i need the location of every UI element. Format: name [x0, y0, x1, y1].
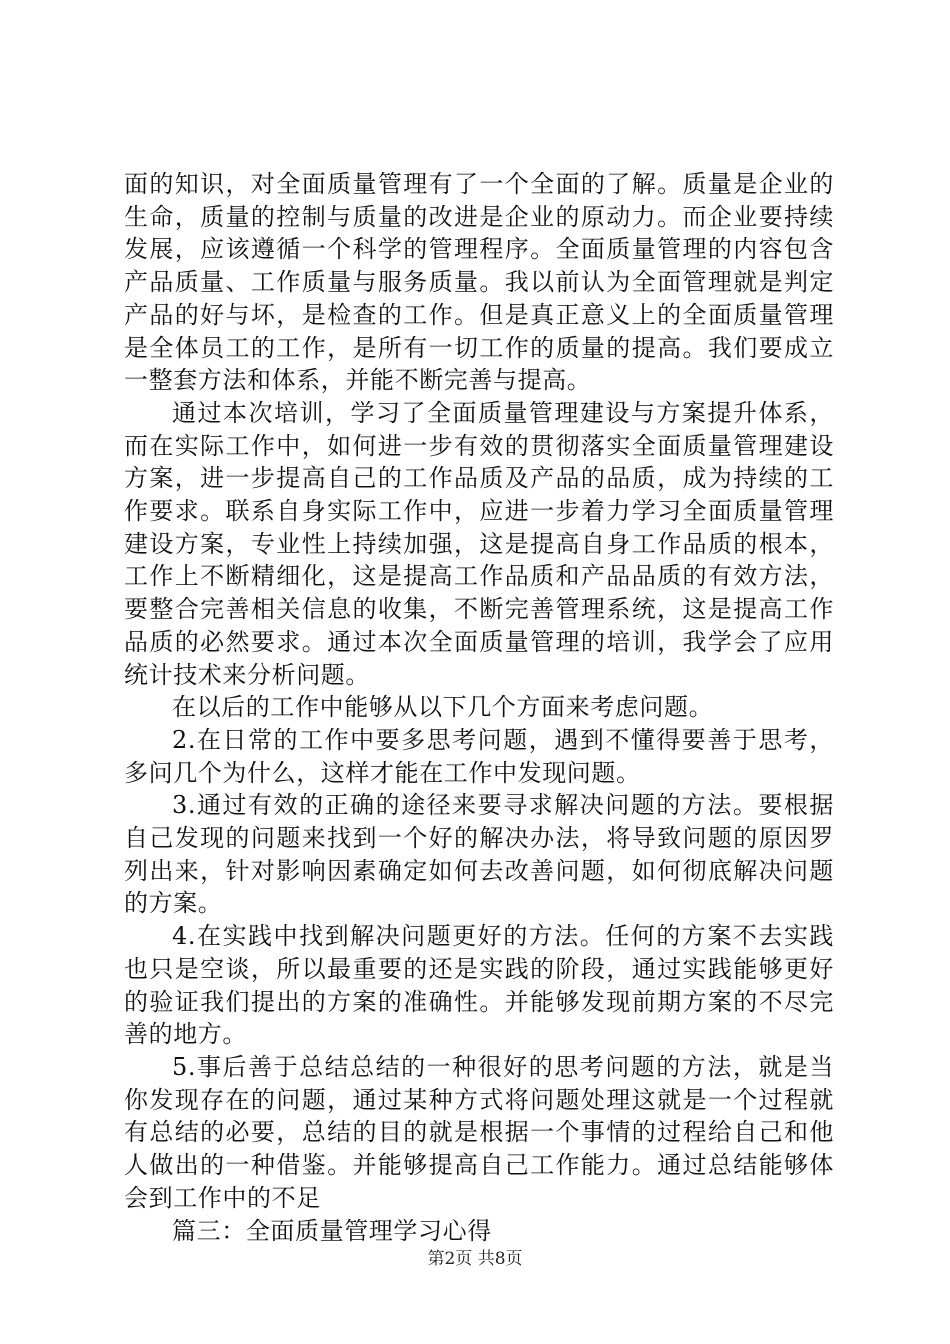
paragraph-1: 面的知识，对全面质量管理有了一个全面的了解。质量是企业的生命，质量的控制与质量的改进是企业的原动力。而企业要持续发展，应该遵循一个科学的管理程序。全面质量管理的内容包含产品质量、工作质量与服务质量。我以前认为全面管理就是判定产品的好与坏，是检查的工作。但是真正意义上的全面质量管理是全体员工的工作，是所有一切工作的质量的提高。我们要成立一整套方法和体系，并能不断完善与提高。 [124, 170, 834, 395]
page-footer: 第2页 共8页 [427, 1249, 523, 1269]
paragraph-7: 5.事后善于总结总结的一种很好的思考问题的方法，就是当你发现存在的问题，通过某种方式将问题处理这就是一个过程就有总结的必要，总结的目的就是根据一个事情的过程给自己和他人做出的一种借鉴。并能够提高自己工作能力。通过总结能够体会到工作中的不足 [124, 1052, 834, 1212]
paragraph-3: 在以后的工作中能够从以下几个方面来考虑问题。 [172, 693, 714, 722]
paragraph-6: 4.在实践中找到解决问题更好的方法。任何的方案不去实践也只是空谈，所以最重要的还是实践的阶段，通过实践能够更好的验证我们提出的方案的准确性。并能够发现前期方案的不尽完善的地方。 [124, 922, 834, 1049]
section-heading: 篇三：全面质量管理学习心得 [172, 1216, 492, 1245]
document-body [124, 168, 834, 1247]
paragraph-2: 通过本次培训，学习了全面质量管理建设与方案提升体系，而在实际工作中，如何进一步有效的贯彻落实全面质量管理建设方案，进一步提高自己的工作品质及产品的品质，成为持续的工作要求。联系自身实际工作中，应进一步着力学习全面质量管理建设方案，专业性上持续加强，这是提高自身工作品质的根本，工作上不断精细化，这是提高工作品质和产品品质的有效方法，要整合完善相关信息的收集，不断完善管理系统，这是提高工作品质的必然要求。通过本次全面质量管理的培训，我学会了应用统计技术来分析问题。 [124, 398, 834, 689]
paragraph-5: 3.通过有效的正确的途径来要寻求解决问题的方法。要根据自己发现的问题来找到一个好的解决办法，将导致问题的原因罗列出来，针对影响因素确定如何去改善问题，如何彻底解决问题的方案。 [124, 791, 834, 918]
paragraph-4: 2.在日常的工作中要多思考问题，遇到不懂得要善于思考，多问几个为什么，这样才能在工作中发现问题。 [124, 725, 834, 787]
